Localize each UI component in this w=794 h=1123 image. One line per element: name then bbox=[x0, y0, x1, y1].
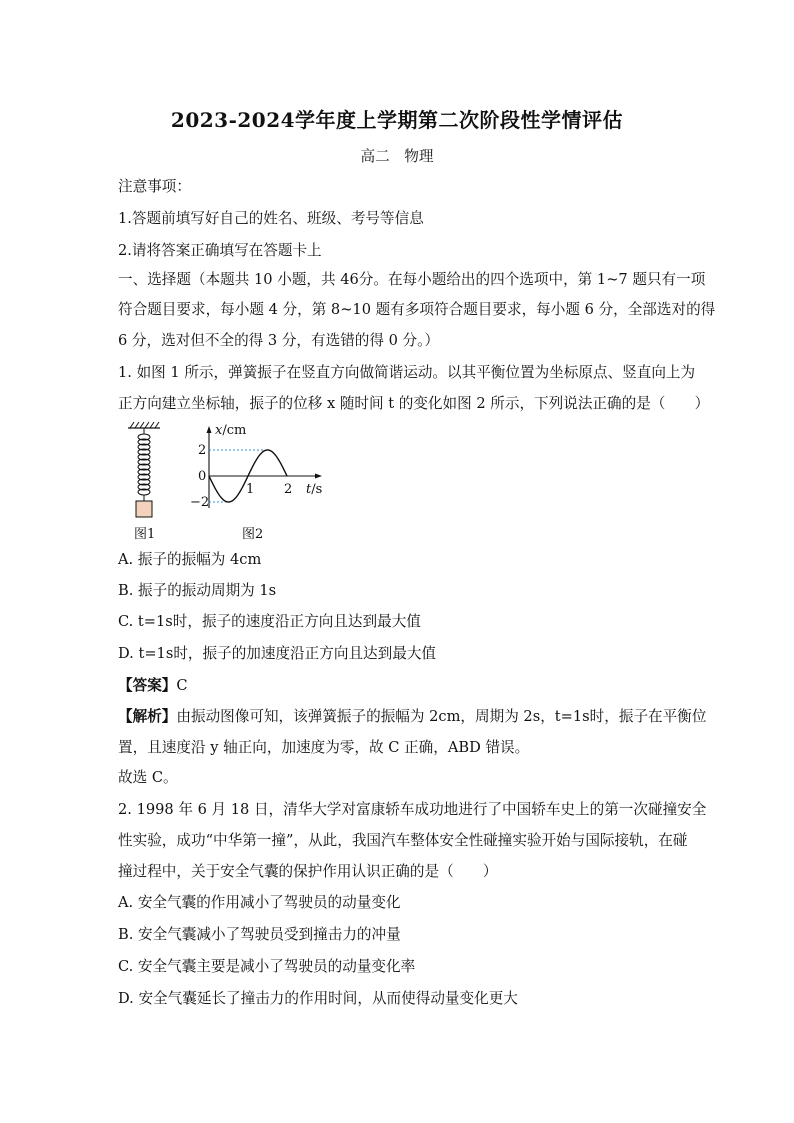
exam-title: 2023-2024学年度上学期第二次阶段性学情评估 bbox=[170, 108, 624, 132]
q1-analysis-line-1 bbox=[118, 707, 706, 727]
q1-conclusion: 故选 C。 bbox=[118, 769, 178, 786]
q1-option-a: A. 振子的振幅为 4cm bbox=[118, 551, 262, 568]
q1-answer-value: C bbox=[176, 677, 188, 694]
q2-stem-line-1: 2. 1998 年 6 月 18 日，清华大学对富康轿车成功地进行了中国轿车史上的第一次碰撞安全 bbox=[118, 801, 707, 818]
q1-analysis-label: 【解析】 bbox=[118, 708, 177, 725]
graph-y-arrow bbox=[207, 426, 212, 433]
section-instructions-line-3: 6 分，选对但不全的得 3 分，有选错的得 0 分。） bbox=[118, 332, 440, 349]
q2-stem-line-3: 撞过程中，关于安全气囊的保护作用认识正确的是（ ） bbox=[118, 863, 498, 880]
graph-tick-y-zero: 0 bbox=[198, 469, 207, 484]
exam-subtitle: 高二 物理 bbox=[360, 148, 434, 165]
displacement-time-graph bbox=[190, 423, 322, 510]
ceiling-hatch bbox=[130, 422, 159, 428]
graph-x-arrow bbox=[315, 474, 322, 479]
q2-option-c: C. 安全气囊主要是减小了驾驶员的动量变化率 bbox=[118, 958, 416, 975]
graph-tick-y-bottom: −2 bbox=[190, 495, 210, 510]
q1-answer bbox=[118, 676, 188, 696]
notes-heading: 注意事项： bbox=[118, 178, 191, 195]
note-item-2: 2.请将答案正确填写在答题卡上 bbox=[118, 242, 322, 259]
q1-stem-line-1: 1. 如图 1 所示，弹簧振子在竖直方向做简谐运动。以其平衡位置为坐标原点、竖直向上为 bbox=[118, 364, 696, 381]
graph-x-axis-label: t/s bbox=[306, 482, 323, 497]
spring-coils bbox=[138, 434, 150, 495]
q2-option-a: A. 安全气囊的作用减小了驾驶员的动量变化 bbox=[118, 894, 401, 911]
q1-option-c: C. t=1s时，振子的速度沿正方向且达到最大值 bbox=[118, 613, 421, 630]
q1-figures bbox=[118, 420, 348, 545]
q1-figures-svg bbox=[118, 420, 348, 545]
spring-oscillator-diagram bbox=[128, 422, 160, 517]
graph-tick-y-top: 2 bbox=[198, 443, 207, 458]
q1-analysis-text-1: 由振动图像可知，该弹簧振子的振幅为 2cm，周期为 2s，t=1s时，振子在平衡位 bbox=[176, 708, 707, 725]
q1-answer-label: 【答案】 bbox=[118, 677, 177, 694]
q2-option-d: D. 安全气囊延长了撞击力的作用时间，从而使得动量变化更大 bbox=[118, 990, 518, 1007]
oscillator-block bbox=[136, 501, 152, 517]
q1-option-d: D. t=1s时，振子的加速度沿正方向且达到最大值 bbox=[118, 645, 437, 662]
graph-tick-x-1: 1 bbox=[246, 482, 255, 497]
fig2-label: 图2 bbox=[242, 527, 264, 542]
graph-tick-x-2: 2 bbox=[284, 482, 293, 497]
note-item-1: 1.答题前填写好自己的姓名、班级、考号等信息 bbox=[118, 210, 424, 227]
graph-y-axis-label: x/cm bbox=[215, 423, 247, 438]
q2-stem-line-2: 性实验，成功“中华第一撞”，从此，我国汽车整体安全性碰撞实验开始与国际接轨，在碰 bbox=[118, 832, 688, 849]
q2-option-b: B. 安全气囊减小了驾驶员受到撞击力的冲量 bbox=[118, 926, 401, 943]
q1-option-b: B. 振子的振动周期为 1s bbox=[118, 582, 277, 599]
q1-stem-line-2: 正方向建立坐标轴，振子的位移 x 随时间 t 的变化如图 2 所示，下列说法正确的是（ ） bbox=[118, 395, 710, 412]
q1-analysis-line-2: 置，且速度沿 y 轴正向，加速度为零，故 C 正确，ABD 错误。 bbox=[118, 739, 530, 756]
section-instructions-line-2: 符合题目要求，每小题 4 分，第 8~10 题有多项符合题目要求，每小题 6 分，全部选对的得 bbox=[118, 301, 716, 318]
fig1-label: 图1 bbox=[134, 527, 156, 542]
section-instructions-line-1: 一、选择题（本题共 10 小题，共 46分。在每小题给出的四个选项中，第 1~7 题只有一项 bbox=[118, 271, 706, 288]
